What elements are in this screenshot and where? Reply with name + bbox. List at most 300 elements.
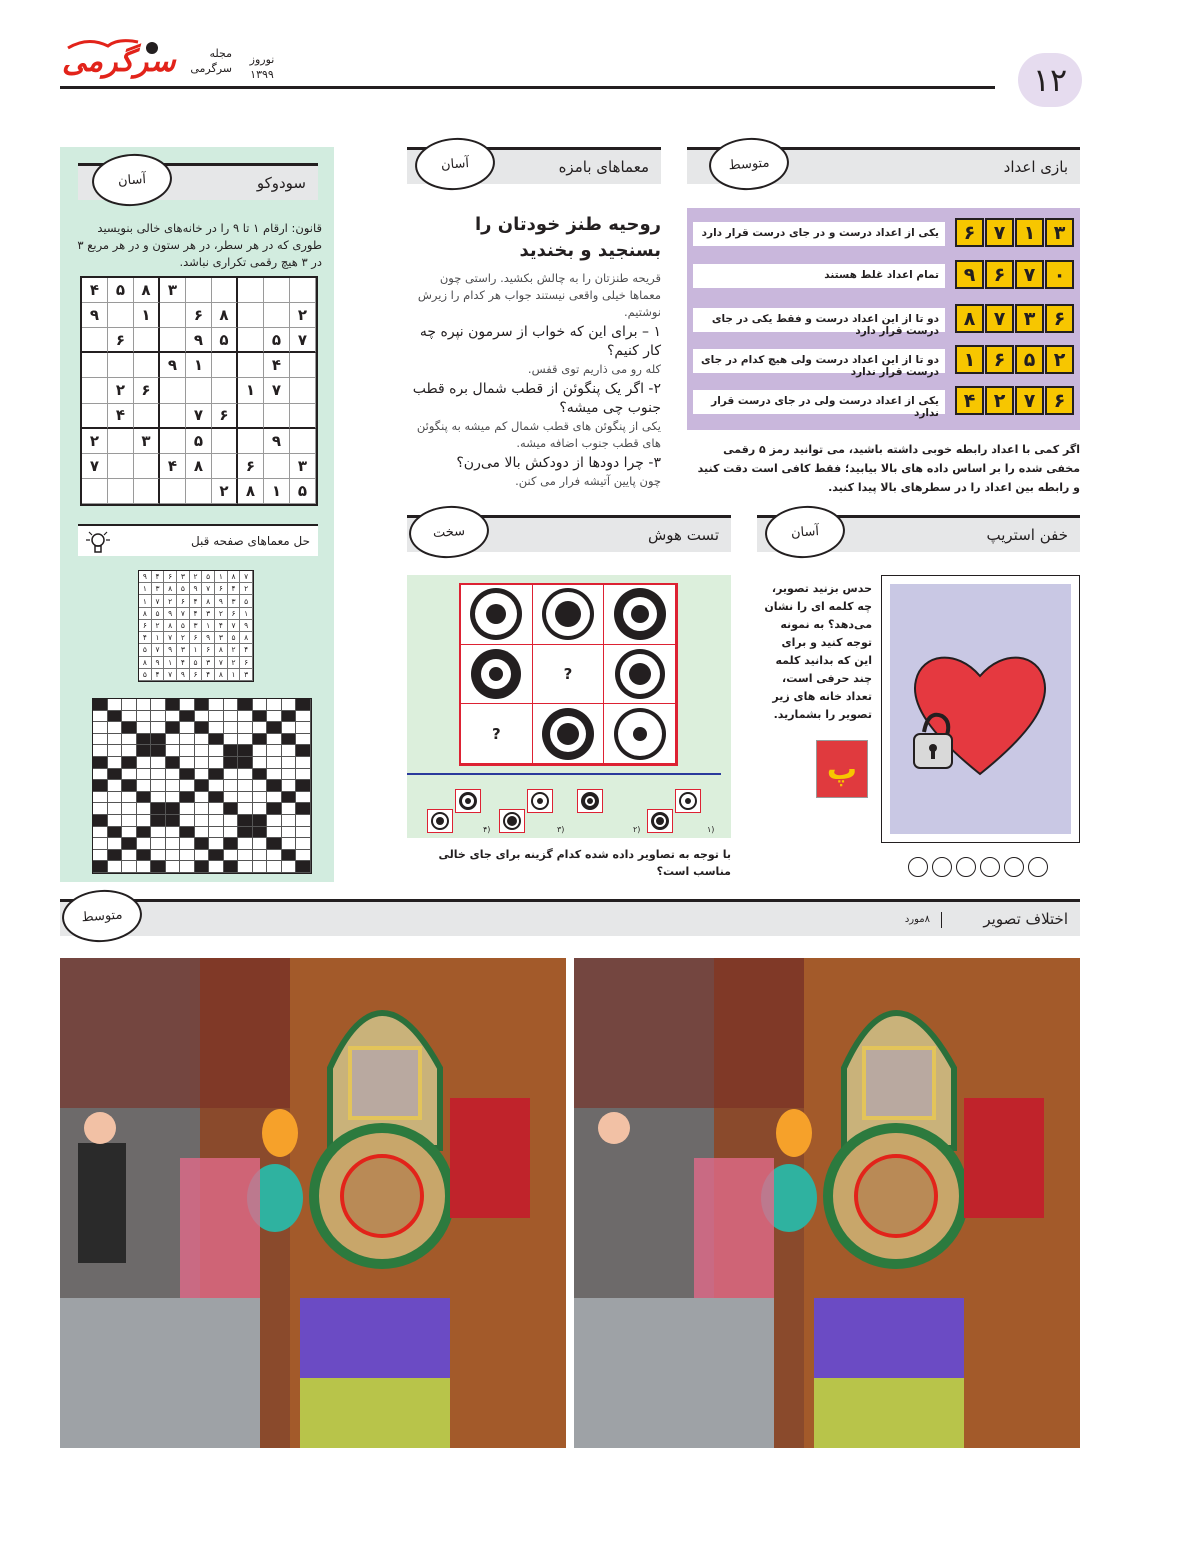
sudoku-cell[interactable]: ۶ [212, 404, 238, 429]
sudoku-cell[interactable]: ۴ [160, 454, 186, 479]
solution-cell: ۷ [152, 595, 165, 607]
crossword-cell [195, 827, 210, 839]
digit-tile: ۶ [1045, 386, 1074, 415]
crossword-cell [137, 757, 152, 769]
crossword-cell [166, 861, 181, 873]
ring-figure [542, 588, 594, 640]
sudoku-cell[interactable] [82, 353, 108, 378]
sudoku-cell[interactable]: ۲ [290, 303, 316, 328]
crossword-cell [122, 815, 137, 827]
crossword-cell [267, 780, 282, 792]
crossword-cell [267, 711, 282, 723]
iq-option[interactable] [577, 789, 603, 813]
solution-cell: ۳ [177, 571, 190, 583]
iq-test-header [407, 515, 731, 552]
iq-option[interactable] [527, 789, 553, 813]
solution-cell: ۶ [215, 583, 228, 595]
crossword-cell [122, 711, 137, 723]
crossword-cell [93, 745, 108, 757]
crossword-cell [180, 803, 195, 815]
sudoku-cell[interactable]: ۴ [264, 353, 290, 378]
solution-cell: ۹ [139, 571, 152, 583]
solution-cell: ۸ [164, 583, 177, 595]
crossword-cell [209, 792, 224, 804]
crossword-cell [122, 769, 137, 781]
sudoku-cell[interactable]: ۹ [186, 328, 212, 353]
sudoku-cell[interactable] [82, 479, 108, 504]
prev-solutions-title: حل معماهای صفحه قبل [190, 534, 310, 548]
sudoku-cell[interactable]: ۵ [264, 328, 290, 353]
crossword-cell [180, 792, 195, 804]
sudoku-cell[interactable]: ۸ [212, 303, 238, 328]
solution-cell: ۷ [152, 644, 165, 656]
sudoku-cell[interactable] [82, 328, 108, 353]
sudoku-cell[interactable] [134, 328, 160, 353]
riddles-intro: قریحه طنزتان را به چالش بکشید. راستی چون معماها خیلی واقعی نیستند جواب هر کدام را زیرش نوشتیم. [417, 271, 661, 319]
sudoku-cell[interactable]: ۶ [108, 328, 134, 353]
crossword-cell [151, 838, 166, 850]
crossword-cell [151, 827, 166, 839]
crossword-cell [108, 699, 123, 711]
number-hint: یکی از اعداد درست و در جای درست قرار دارد [693, 222, 945, 246]
solution-cell: ۱ [202, 620, 215, 632]
riddles-headline: روحیه طنز خودتان را بسنجید و بخندید [475, 214, 661, 261]
crossword-cell [122, 827, 137, 839]
sudoku-title: سودوکو [256, 174, 306, 192]
sudoku-cell[interactable]: ۵ [290, 479, 316, 504]
crossword-cell [253, 734, 268, 746]
sudoku-cell[interactable] [108, 479, 134, 504]
sudoku-cell[interactable] [160, 328, 186, 353]
sudoku-cell[interactable]: ۳ [134, 429, 160, 454]
crossword-cell [180, 722, 195, 734]
crossword-cell [122, 850, 137, 862]
sudoku-cell[interactable]: ۸ [186, 454, 212, 479]
crossword-cell [282, 699, 297, 711]
iq-option[interactable] [455, 789, 481, 813]
crossword-cell [93, 861, 108, 873]
solution-cell: ۸ [139, 657, 152, 669]
solution-cell: ۵ [152, 608, 165, 620]
digit-tile: ۶ [955, 218, 984, 247]
sudoku-cell[interactable] [212, 353, 238, 378]
number-game-panel [687, 208, 1080, 430]
crossword-cell [166, 722, 181, 734]
sudoku-cell[interactable] [160, 479, 186, 504]
crossword-cell [180, 699, 195, 711]
ring-figure [614, 708, 666, 760]
solution-cell: ۱ [139, 595, 152, 607]
iq-cell [604, 645, 676, 705]
crossword-cell [195, 803, 210, 815]
sudoku-cell[interactable] [238, 429, 264, 454]
crossword-cell [166, 792, 181, 804]
sudoku-cell[interactable]: ۴ [108, 404, 134, 429]
sudoku-cell[interactable] [212, 454, 238, 479]
crossword-cell [151, 711, 166, 723]
crossword-cell [151, 815, 166, 827]
sudoku-cell[interactable]: ۳ [290, 454, 316, 479]
sudoku-cell[interactable] [212, 278, 238, 303]
crossword-cell [296, 757, 311, 769]
crossword-cell [108, 815, 123, 827]
crossword-cell [253, 861, 268, 873]
crossword-cell [282, 769, 297, 781]
solution-cell: ۵ [139, 644, 152, 656]
crossword-cell [195, 780, 210, 792]
crossword-cell [296, 861, 311, 873]
iq-question: با توجه به تصاویر داده شده کدام گزینه برای جای خالی مناسب است؟ [438, 848, 731, 878]
solution-cell: ۵ [139, 669, 152, 681]
crossword-cell [253, 699, 268, 711]
crossword-cell [209, 850, 224, 862]
crossword-cell [282, 792, 297, 804]
sudoku-cell[interactable] [82, 378, 108, 403]
strip-instructions: حدس بزنید تصویر، چه کلمه ای را نشان می‌دهد؟ به نمونه توجه کنید و برای این که بدانید کلمه چند حرفی است، تعداد خانه های زیر تصویر را بشمارید. [764, 582, 872, 721]
sudoku-cell[interactable] [134, 479, 160, 504]
solution-cell: ۵ [202, 571, 215, 583]
sudoku-cell[interactable]: ۱ [238, 378, 264, 403]
solution-cell: ۳ [202, 657, 215, 669]
crossword-cell [166, 757, 181, 769]
sudoku-cell[interactable] [238, 278, 264, 303]
sudoku-cell[interactable] [160, 404, 186, 429]
crossword-cell [93, 803, 108, 815]
sudoku-cell[interactable]: ۷ [82, 454, 108, 479]
sudoku-cell[interactable] [264, 404, 290, 429]
crossword-cell [296, 780, 311, 792]
sudoku-cell[interactable] [238, 353, 264, 378]
crossword-cell [209, 722, 224, 734]
sudoku-grid [80, 276, 318, 506]
crossword-cell [122, 838, 137, 850]
crossword-cell [267, 815, 282, 827]
crossword-cell [253, 792, 268, 804]
number-game-title: بازی اعداد [1003, 158, 1068, 176]
sudoku-cell[interactable]: ۷ [186, 404, 212, 429]
crossword-cell [108, 780, 123, 792]
crossword-cell [122, 861, 137, 873]
sudoku-cell[interactable] [186, 378, 212, 403]
crossword-cell [108, 838, 123, 850]
iq-option-number: ۳) [557, 825, 565, 834]
ring-figure [615, 649, 665, 699]
crossword-cell [224, 769, 239, 781]
crossword-cell [180, 815, 195, 827]
crossword-cell [137, 699, 152, 711]
crossword-cell [108, 792, 123, 804]
digit-tile: ۵ [1015, 345, 1044, 374]
solution-cell: ۶ [190, 669, 203, 681]
solution-cell: ۴ [190, 608, 203, 620]
solution-cell: ۷ [164, 669, 177, 681]
crossword-cell [166, 803, 181, 815]
sudoku-cell[interactable] [82, 404, 108, 429]
crossword-cell [195, 734, 210, 746]
solution-cell: ۲ [228, 644, 241, 656]
solution-cell: ۶ [202, 644, 215, 656]
solution-cell: ۸ [202, 595, 215, 607]
crossword-cell [108, 850, 123, 862]
crossword-cell [180, 757, 195, 769]
answer-box[interactable] [1004, 857, 1024, 877]
crossword-cell [137, 711, 152, 723]
crossword-cell [166, 711, 181, 723]
solution-cell: ۳ [215, 632, 228, 644]
crossword-cell [224, 850, 239, 862]
sudoku-cell[interactable] [186, 479, 212, 504]
sudoku-cell[interactable] [238, 404, 264, 429]
crossword-cell [267, 861, 282, 873]
sudoku-cell[interactable] [160, 378, 186, 403]
crossword-cell [137, 792, 152, 804]
iq-option[interactable] [647, 809, 673, 833]
riddles-header [407, 147, 661, 184]
answer-box[interactable] [956, 857, 976, 877]
crossword-cell [209, 827, 224, 839]
crossword-cell [195, 815, 210, 827]
crossword-cell [166, 838, 181, 850]
riddle-answer: کله رو می ذاریم توی قفس. [527, 362, 661, 376]
difference-photo-right[interactable] [574, 958, 1080, 1448]
solution-cell: ۹ [240, 620, 253, 632]
iq-puzzle-grid [459, 583, 678, 766]
difference-level-badge: متوسط [60, 887, 143, 944]
sudoku-cell[interactable] [108, 429, 134, 454]
sudoku-cell[interactable] [160, 303, 186, 328]
number-hint: یکی از اعداد درست ولی در جای درست قرار ندارد [693, 390, 945, 414]
sudoku-cell[interactable] [134, 353, 160, 378]
crossword-cell [137, 803, 152, 815]
crossword-cell [137, 838, 152, 850]
crossword-cell [209, 769, 224, 781]
sudoku-cell[interactable] [264, 278, 290, 303]
iq-option-number: ۱) [707, 825, 715, 834]
iq-cell [604, 704, 676, 764]
crossword-cell [195, 722, 210, 734]
crossword-cell [108, 757, 123, 769]
crossword-cell [195, 838, 210, 850]
solution-cell: ۲ [177, 632, 190, 644]
iq-test-title: تست هوش [647, 526, 719, 544]
digit-tile: ۹ [955, 260, 984, 289]
ring-figure [471, 649, 521, 699]
riddle-question: ۳- چرا دودها از دودکش بالا می‌رن؟ [456, 455, 661, 471]
crossword-cell [180, 780, 195, 792]
crossword-cell [253, 827, 268, 839]
crossword-cell [209, 745, 224, 757]
sudoku-cell[interactable] [160, 429, 186, 454]
crossword-cell [151, 757, 166, 769]
crossword-cell [180, 745, 195, 757]
solution-cell: ۱ [139, 583, 152, 595]
answer-box[interactable] [980, 857, 1000, 877]
sudoku-cell[interactable] [290, 429, 316, 454]
sudoku-cell[interactable]: ۹ [264, 429, 290, 454]
sudoku-cell[interactable]: ۲ [108, 378, 134, 403]
sudoku-cell[interactable] [238, 303, 264, 328]
digit-tile: ۶ [985, 260, 1014, 289]
sudoku-cell[interactable] [108, 353, 134, 378]
sudoku-cell[interactable] [134, 404, 160, 429]
crossword-cell [195, 757, 210, 769]
sudoku-cell[interactable]: ۶ [238, 454, 264, 479]
difference-photo-left[interactable] [60, 958, 566, 1448]
sudoku-cell[interactable]: ۵ [186, 429, 212, 454]
solution-cell: ۳ [240, 669, 253, 681]
crossword-cell [224, 734, 239, 746]
crossword-cell [166, 734, 181, 746]
crossword-cell [209, 734, 224, 746]
sudoku-cell[interactable] [290, 278, 316, 303]
crossword-cell [137, 815, 152, 827]
solution-cell: ۱ [152, 632, 165, 644]
solution-cell: ۸ [164, 620, 177, 632]
sudoku-cell[interactable] [134, 454, 160, 479]
iq-option-number: ۲) [633, 825, 641, 834]
iq-missing-cell: ? [461, 704, 533, 764]
sudoku-cell[interactable] [264, 454, 290, 479]
crossword-cell [209, 699, 224, 711]
solution-cell: ۲ [164, 595, 177, 607]
crossword-cell [195, 850, 210, 862]
crossword-cell [253, 757, 268, 769]
crossword-cell [267, 803, 282, 815]
sudoku-cell[interactable]: ۴ [82, 278, 108, 303]
sudoku-cell[interactable] [290, 404, 316, 429]
sudoku-cell[interactable]: ۵ [212, 328, 238, 353]
crossword-cell [122, 745, 137, 757]
iq-option[interactable] [427, 809, 453, 833]
crossword-cell [253, 803, 268, 815]
sudoku-cell[interactable]: ۷ [264, 378, 290, 403]
crossword-cell [122, 722, 137, 734]
crossword-cell [238, 850, 253, 862]
crossword-cell [122, 792, 137, 804]
crossword-cell [282, 711, 297, 723]
sudoku-cell[interactable] [264, 303, 290, 328]
iq-option[interactable] [499, 809, 525, 833]
answer-box[interactable] [932, 857, 952, 877]
crossword-cell [108, 769, 123, 781]
solution-cell: ۶ [190, 632, 203, 644]
page-number: ۱۲ [1018, 53, 1082, 107]
sudoku-cell[interactable] [212, 429, 238, 454]
crossword-cell [180, 734, 195, 746]
iq-option[interactable] [675, 789, 701, 813]
riddle-answer: چون پایین آتیشه فرار می کنن. [515, 474, 661, 488]
sudoku-cell[interactable]: ۶ [186, 303, 212, 328]
crossword-cell [282, 722, 297, 734]
crossword-cell [296, 699, 311, 711]
sudoku-cell[interactable]: ۱ [264, 479, 290, 504]
digit-tile: ۲ [985, 386, 1014, 415]
crossword-cell [238, 757, 253, 769]
crossword-cell [282, 803, 297, 815]
crossword-cell [93, 827, 108, 839]
sudoku-cell[interactable]: ۶ [134, 378, 160, 403]
solution-cell: ۹ [202, 632, 215, 644]
crossword-cell [180, 861, 195, 873]
crossword-cell [93, 792, 108, 804]
sudoku-cell[interactable] [212, 378, 238, 403]
sudoku-cell[interactable]: ۹ [160, 353, 186, 378]
header-rule [60, 86, 995, 89]
solution-cell: ۴ [215, 620, 228, 632]
crossword-cell [296, 803, 311, 815]
number-game-level-badge: متوسط [707, 135, 790, 192]
crossword-cell [267, 757, 282, 769]
digit-tile: ۶ [985, 345, 1014, 374]
sudoku-cell[interactable] [290, 378, 316, 403]
solution-cell: ۷ [202, 583, 215, 595]
crossword-cell [238, 838, 253, 850]
sudoku-cell[interactable]: ۲ [82, 429, 108, 454]
crossword-cell [267, 792, 282, 804]
sudoku-cell[interactable]: ۷ [290, 328, 316, 353]
solution-cell: ۴ [240, 644, 253, 656]
crossword-cell [195, 745, 210, 757]
crossword-cell [93, 699, 108, 711]
digit-tile: ۶ [1045, 304, 1074, 333]
number-hint: دو تا از این اعداد درست و فقط یکی در جای درست قرار دارد [693, 308, 945, 332]
sudoku-cell[interactable]: ۱ [134, 303, 160, 328]
sudoku-cell[interactable]: ۸ [134, 278, 160, 303]
issue-season: نوروز [249, 53, 275, 66]
crossword-cell [267, 734, 282, 746]
solution-cell: ۱ [228, 669, 241, 681]
crossword-cell [282, 757, 297, 769]
crossword-cell [151, 722, 166, 734]
crossword-cell [122, 699, 137, 711]
difference-title: اختلاف تصویر [983, 910, 1068, 928]
crossword-cell [296, 745, 311, 757]
crossword-cell [296, 815, 311, 827]
sudoku-cell[interactable] [108, 454, 134, 479]
sudoku-cell[interactable] [108, 303, 134, 328]
ring-figure [470, 588, 522, 640]
answer-box[interactable] [1028, 857, 1048, 877]
crossword-cell [238, 803, 253, 815]
crossword-cell [151, 803, 166, 815]
sudoku-cell[interactable]: ۲ [212, 479, 238, 504]
number-row [693, 304, 1074, 337]
crossword-cell [296, 792, 311, 804]
sudoku-cell[interactable]: ۵ [108, 278, 134, 303]
crossword-cell [253, 711, 268, 723]
solution-cell: ۷ [240, 571, 253, 583]
issue-year: ۱۳۹۹ [250, 68, 274, 81]
iq-option-number: ۴) [483, 825, 491, 834]
sudoku-cell[interactable] [186, 278, 212, 303]
iq-cell [461, 645, 533, 705]
sudoku-cell[interactable]: ۹ [82, 303, 108, 328]
digit-tile: ۳ [1045, 218, 1074, 247]
crossword-cell [137, 861, 152, 873]
crossword-cell [108, 711, 123, 723]
riddles-title: معماهای بامزه [558, 158, 649, 176]
sudoku-cell[interactable]: ۸ [238, 479, 264, 504]
sudoku-cell[interactable] [290, 353, 316, 378]
sudoku-cell[interactable]: ۱ [186, 353, 212, 378]
answer-box[interactable] [908, 857, 928, 877]
sudoku-cell[interactable]: ۳ [160, 278, 186, 303]
crossword-cell [238, 827, 253, 839]
crossword-cell [282, 734, 297, 746]
crossword-cell [166, 745, 181, 757]
riddle-question: ۲- اگر یک پنگوئن از قطب شمال بره قطب جنوب چی میشه؟ [412, 381, 661, 416]
sudoku-cell[interactable] [238, 328, 264, 353]
